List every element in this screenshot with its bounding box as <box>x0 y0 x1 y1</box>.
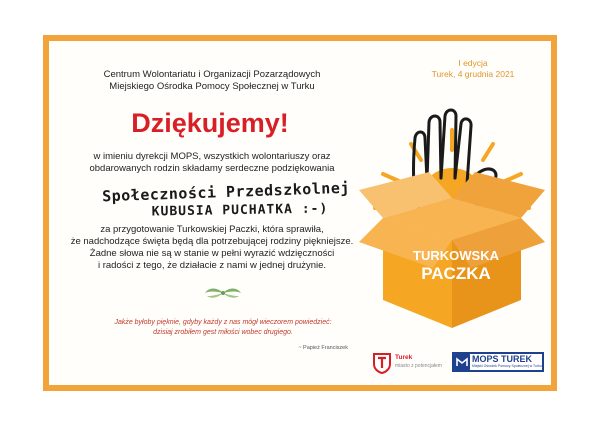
org-line-2: Miejskiego Ośrodka Pomocy Społecznej w Turku <box>109 81 315 92</box>
holly-divider-icon <box>203 285 243 301</box>
certificate-title: Dziękujemy! <box>131 108 289 138</box>
body-line-2: że nadchodzące święta będą dla potrzebującej rodziny piękniejsze. <box>70 236 354 247</box>
intro-text <box>62 151 362 175</box>
body-line-1: za przygotowanie Turkowskiej Paczki, która sprawiła, <box>100 224 324 235</box>
place-date: Turek, 4 grudnia 2021 <box>431 69 515 79</box>
turek-crest-icon <box>372 352 392 374</box>
body-text <box>62 224 362 272</box>
quote-line-1: Jakże byłoby pięknie, gdyby każdy z nas mógł wieczorem powiedzieć: <box>114 319 332 326</box>
brand-line-2: PACZKA <box>421 264 491 283</box>
org-line-1: Centrum Wolontariatu i Organizacji Pozarządowych <box>103 69 321 80</box>
mops-name: MOPS TUREK <box>472 354 533 364</box>
mops-subtitle: Miejski Ośrodek Pomocy Społecznej w Turku <box>472 364 542 368</box>
edition-info <box>418 58 528 80</box>
turek-logo-text <box>395 354 442 370</box>
brand-line-1: TURKOWSKA <box>413 248 499 263</box>
quote-author: ~ Papież Franciszek <box>298 345 348 351</box>
intro-line-1: w imieniu dyrekcji MOPS, wszystkich wolontariuszy oraz <box>93 151 331 162</box>
body-line-3: Żadne słowa nie są w stanie w pełni wyrazić wdzięczności <box>89 248 335 259</box>
organization-header <box>62 69 362 93</box>
intro-line-2: obdarowanych rodzin składamy serdeczne podziękowania <box>89 163 335 174</box>
recipient-line-2: KUBUSIA PUCHATKA :-) <box>151 201 329 220</box>
body-line-4: i radości z tego, że działacie z nami w jednej drużynie. <box>97 260 327 271</box>
turek-tagline: miasto z potencjałem <box>395 363 442 369</box>
quote <box>93 318 353 338</box>
edition-label: I edycja <box>458 58 488 68</box>
mops-emblem-icon <box>454 354 470 370</box>
gift-box-hand-illustration <box>355 90 550 330</box>
recipient-line-1: Społeczności Przedszkolnej <box>101 178 351 206</box>
quote-line-2: dzisiaj zrobiłem gest miłości wobec drugiego. <box>153 329 293 336</box>
turek-name: Turek <box>395 354 413 361</box>
